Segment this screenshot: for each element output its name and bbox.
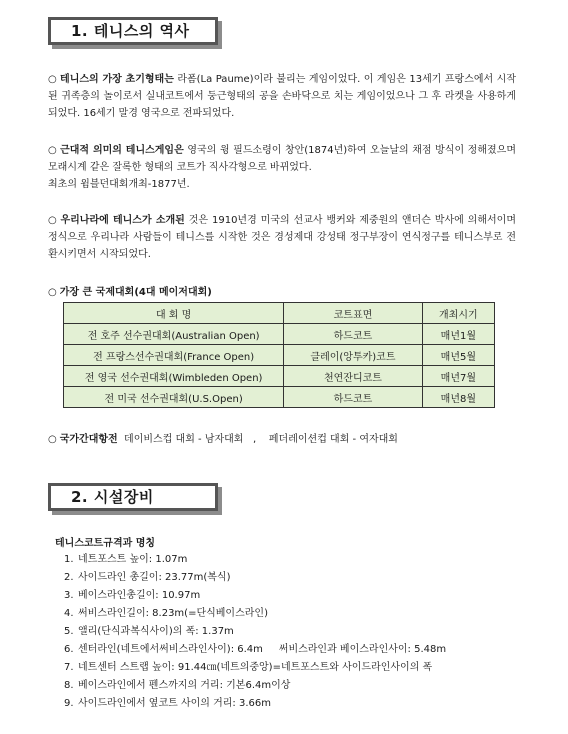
major-tournaments-title <box>48 283 212 298</box>
paragraph-origin-text: 라폼(La Paume)이라 불리는 게임이었다. 이 게임은 13세기 프랑스에서 시작된 귀족층의 놀이로서 실내코트에서 둥근형태의 공을 손바닥으로 치는 게임이었으나 그 후 라켓을 사용하게 되었다. 16세기 말경 영국으로 전파되었다. <box>48 74 516 119</box>
paragraph-origin <box>48 71 516 122</box>
table-cell: 하드코트 <box>284 324 422 345</box>
table-cell: 전 프랑스선수권대회(France Open) <box>64 345 284 366</box>
section-title-facilities: 2. 시설장비 <box>48 483 218 511</box>
list-item <box>64 551 446 569</box>
paragraph-modern-text: 영국의 윙 필드소령이 창안(1874년)하여 오늘날의 채점 방식이 정해졌으며 모래시계 같은 잘록한 형태의 코트가 직사각형으로 바뀌었다. <box>48 145 516 173</box>
list-item-number: 5. <box>64 626 74 637</box>
paragraph-korea <box>48 212 516 263</box>
list-item-number: 9. <box>64 698 74 709</box>
list-item-number: 4. <box>64 608 74 619</box>
bullet-circle: ○ <box>48 215 58 226</box>
bullet-circle: ○ <box>48 434 57 445</box>
table-cell: 매년5월 <box>422 345 494 366</box>
table-header-cell: 개최시기 <box>422 303 494 324</box>
list-item <box>64 659 446 677</box>
table-row <box>64 345 495 366</box>
list-item-text: 네트포스트 높이: 1.07m <box>78 554 188 565</box>
table-cell: 매년7월 <box>422 366 494 387</box>
table-header-cell: 코트표면 <box>284 303 422 324</box>
table-row <box>64 324 495 345</box>
paragraph-korea-lead: 우리나라에 테니스가 소개된 <box>60 215 185 226</box>
list-item <box>64 677 446 695</box>
paragraph-origin-lead: 테니스의 가장 초기형태는 <box>60 74 174 85</box>
list-item-text: 앨리(단식과복식사이)의 폭: 1.37m <box>78 626 234 637</box>
table-cell: 천연잔디코트 <box>284 366 422 387</box>
table-cell: 전 영국 선수권대회(Wimbleden Open) <box>64 366 284 387</box>
court-spec-list <box>64 551 446 713</box>
court-spec-heading: 테니스코트규격과 명칭 <box>55 538 156 549</box>
table-row <box>64 387 495 408</box>
major-tournaments-label: 가장 큰 국제대회(4대 메이저대회) <box>59 287 212 298</box>
section-title-history: 1. 테니스의 역사 <box>48 17 218 45</box>
table-cell: 매년8월 <box>422 387 494 408</box>
paragraph-modern <box>48 142 516 193</box>
list-item-text: 사이드라인 총길이: 23.77m(복식) <box>78 572 231 583</box>
list-item-number: 8. <box>64 680 74 691</box>
table-header-cell: 대 회 명 <box>64 303 284 324</box>
list-item-number: 2. <box>64 572 74 583</box>
table-header-row <box>64 303 495 324</box>
table-cell: 매년1월 <box>422 324 494 345</box>
list-item-text: 베이스라인에서 펜스까지의 거리: 기본6.4m이상 <box>78 680 291 691</box>
list-item-text: 센터라인(네트에서써비스라인사이): 6.4m 써비스라인과 베이스라인사이: 5.48m <box>78 644 447 655</box>
paragraph-korea-text: 것은 1910년경 미국의 선교사 뱅커와 제중원의 앤더슨 박사에 의해서이며 정식으로 우리나라 사람들이 테니스를 시작한 것은 경성제대 강성태 정구부장이 연식정구를 테니스부로 전환시키면서 시작되었다. <box>48 215 516 260</box>
paragraph-modern-lead: 근대적 의미의 테니스게임은 <box>60 145 184 156</box>
wimbledon-note: 최초의 윔블던대회개최-1877년. <box>48 179 190 190</box>
major-tournaments-table <box>63 302 495 408</box>
list-item-text: 베이스라인총길이: 10.97m <box>78 590 201 601</box>
list-item-number: 1. <box>64 554 74 565</box>
list-item <box>64 569 446 587</box>
list-item <box>64 623 446 641</box>
bullet-circle: ○ <box>48 74 58 85</box>
table-cell: 클레이(앙투카)코트 <box>284 345 422 366</box>
national-team-label: 국가간대항전 <box>59 434 118 445</box>
list-item-number: 7. <box>64 662 74 673</box>
list-item <box>64 587 446 605</box>
list-item-text: 써비스라인길이: 8.23m(=단식베이스라인) <box>78 608 268 619</box>
bullet-circle: ○ <box>48 287 57 298</box>
national-team-text: 데이비스컵 대회 - 남자대회 , 페더레이션컵 대회 - 여자대회 <box>117 434 398 445</box>
list-item-text: 사이드라인에서 옆코트 사이의 거리: 3.66m <box>78 698 271 709</box>
table-row <box>64 366 495 387</box>
table-cell: 하드코트 <box>284 387 422 408</box>
list-item-number: 6. <box>64 644 74 655</box>
table-cell: 전 호주 선수권대회(Australian Open) <box>64 324 284 345</box>
list-item <box>64 641 446 659</box>
list-item <box>64 605 446 623</box>
national-team-events <box>48 430 398 445</box>
table-cell: 전 미국 선수권대회(U.S.Open) <box>64 387 284 408</box>
list-item-text: 네트센터 스트랩 높이: 91.44㎝(네트의중앙)=네트포스트와 사이드라인사이의 폭 <box>78 662 433 673</box>
list-item-number: 3. <box>64 590 74 601</box>
list-item <box>64 695 446 713</box>
bullet-circle: ○ <box>48 145 58 156</box>
